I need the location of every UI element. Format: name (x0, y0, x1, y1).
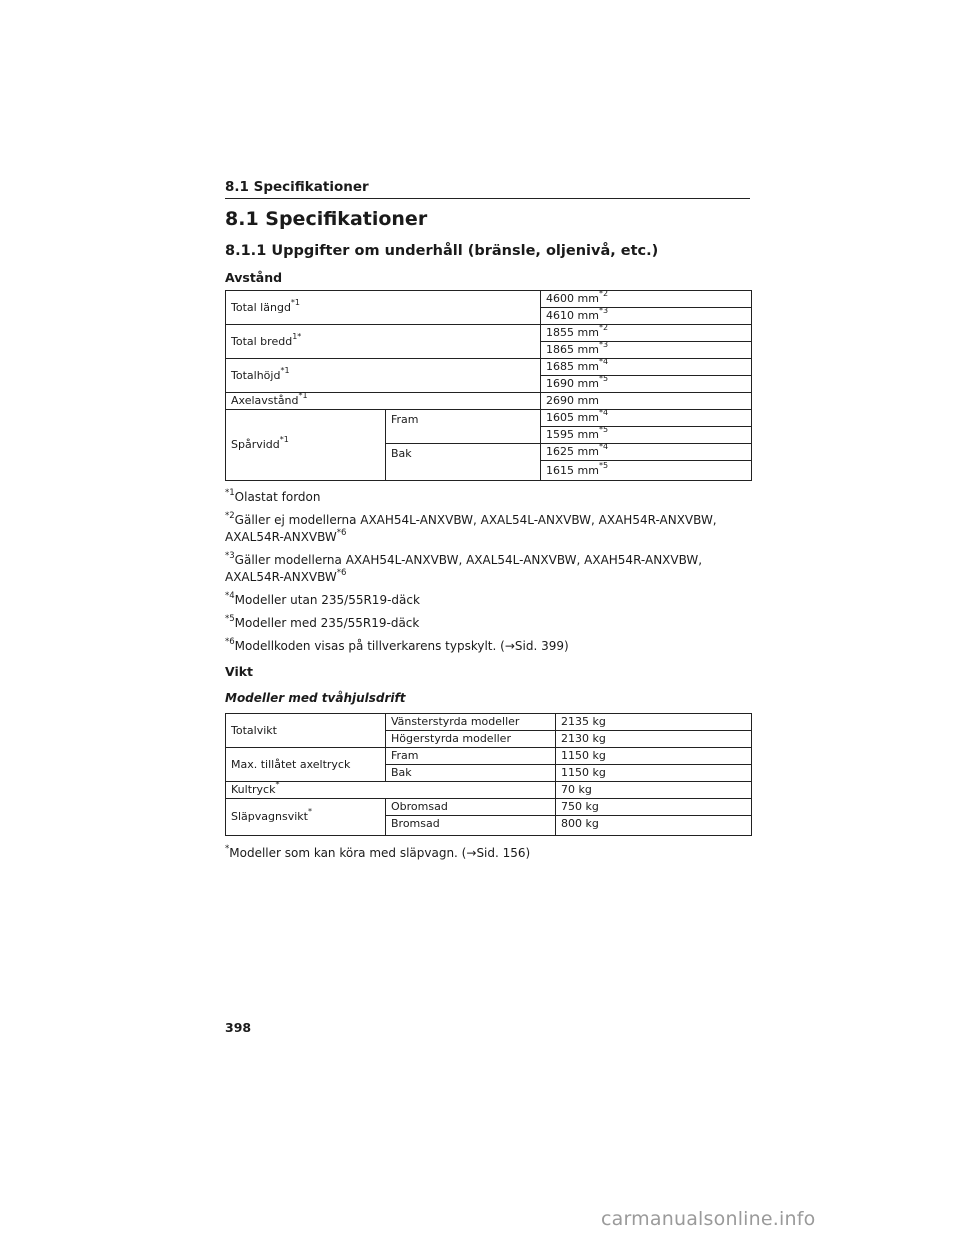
value-cell: 4610 $mm^{*3}$ (541, 308, 752, 325)
table-row (226, 325, 752, 342)
label-front: Fram (386, 410, 541, 444)
label-total-weight: Totalvikt (226, 714, 386, 748)
value-cell: 1605 $mm^{*4}$ (541, 410, 752, 427)
label-front: Fram (386, 748, 556, 765)
value-cell: 2135 kg (556, 714, 752, 731)
watermark: carmanualsonline.info (601, 1208, 816, 1230)
page-reference-link[interactable]: Sid. 399) (514, 639, 569, 653)
table-row (226, 393, 752, 410)
label-total-height: Totalhöjd$^{*1}$ (226, 359, 541, 393)
value-cell: 4600 $mm^{*2}$ (541, 291, 752, 308)
table-row (226, 714, 752, 731)
label-axle-load: Max. tillåtet axeltryck (226, 748, 386, 782)
table-row (226, 782, 752, 799)
value-cell: 2690 mm (541, 393, 752, 410)
value-cell: 1685 $mm^{*4}$ (541, 359, 752, 376)
label-total-width: Total bredd$^{1*}$ (226, 325, 541, 359)
label-trailer-weight: Släpvagnsvikt* (226, 799, 386, 836)
footnote-4: $^{*4}$Modeller utan 235/55R19-däck (225, 591, 420, 607)
page-reference-link[interactable]: Sid. 156) (476, 846, 531, 860)
section-subtitle: 8.1.1 Uppgifter om underhåll (bränsle, oljenivå, etc.) (225, 243, 659, 259)
value-cell: 1150 kg (556, 748, 752, 765)
table-row (226, 410, 752, 427)
table-row (226, 359, 752, 376)
label-lhd: Vänsterstyrda modeller (386, 714, 556, 731)
weight-heading: Vikt (225, 664, 254, 679)
value-cell: 1150 kg (556, 765, 752, 782)
label-ball-weight: Kultryck* (226, 782, 556, 799)
footnote-6: $^{*6}$Modellkoden visas på tillverkarens typskylt. (→Sid. 399) (225, 637, 569, 653)
arrow-right-icon: → (466, 846, 477, 860)
dimensions-table (225, 290, 752, 481)
value-cell: 1595 $mm^{*5}$ (541, 427, 752, 444)
label-rear: Bak (386, 765, 556, 782)
footnote-2: $^{*2}$Gäller ej modellerna AXAH54L-ANXVBW, AXAL54L-ANXVBW, AXAH54R-ANXVBW, AXAL54R-ANXVBW$^{*6}$ (225, 511, 717, 544)
value-cell: 750 kg (556, 799, 752, 816)
weight-subheading: Modeller med tvåhjulsdrift (225, 691, 406, 705)
table-row (226, 291, 752, 308)
label-rear: Bak (386, 444, 541, 481)
weight-footnote: *Modeller som kan köra med släpvagn. (→Sid. 156) (225, 844, 531, 860)
page-title: 8.1 Specifikationer (225, 208, 428, 230)
page-number: 398 (225, 1020, 252, 1035)
value-cell: 1690 $mm^{*5}$ (541, 376, 752, 393)
footnote-1: $^{*1}$Olastat fordon (225, 488, 321, 504)
distance-heading: Avstånd (225, 270, 283, 285)
label-rhd: Högerstyrda modeller (386, 731, 556, 748)
table-row (226, 799, 752, 816)
label-braked: Bromsad (386, 816, 556, 836)
value-cell: 2130 kg (556, 731, 752, 748)
value-cell: 800 kg (556, 816, 752, 836)
weight-table (225, 713, 752, 836)
footnote-3: $^{*3}$Gäller modellerna AXAH54L-ANXVBW, AXAL54L-ANXVBW, AXAH54R-ANXVBW, AXAL54R-ANXVBW$^{*6}$ (225, 551, 703, 584)
value-cell: 70 kg (556, 782, 752, 799)
running-header: 8.1 Specifikationer (225, 179, 750, 199)
arrow-right-icon: → (504, 639, 515, 653)
value-cell: 1865 $mm^{*3}$ (541, 342, 752, 359)
value-cell: 1615 $mm^{*5}$ (541, 461, 752, 481)
label-unbraked: Obromsad (386, 799, 556, 816)
label-total-length: Total längd$^{*1}$ (226, 291, 541, 325)
label-wheelbase: Axelavstånd$^{*1}$ (226, 393, 541, 410)
footnote-5: $^{*5}$Modeller med 235/55R19-däck (225, 614, 420, 630)
value-cell: 1855 $mm^{*2}$ (541, 325, 752, 342)
value-cell: 1625 $mm^{*4}$ (541, 444, 752, 461)
table-row (226, 748, 752, 765)
label-track: Spårvidd$^{*1}$ (226, 410, 386, 481)
